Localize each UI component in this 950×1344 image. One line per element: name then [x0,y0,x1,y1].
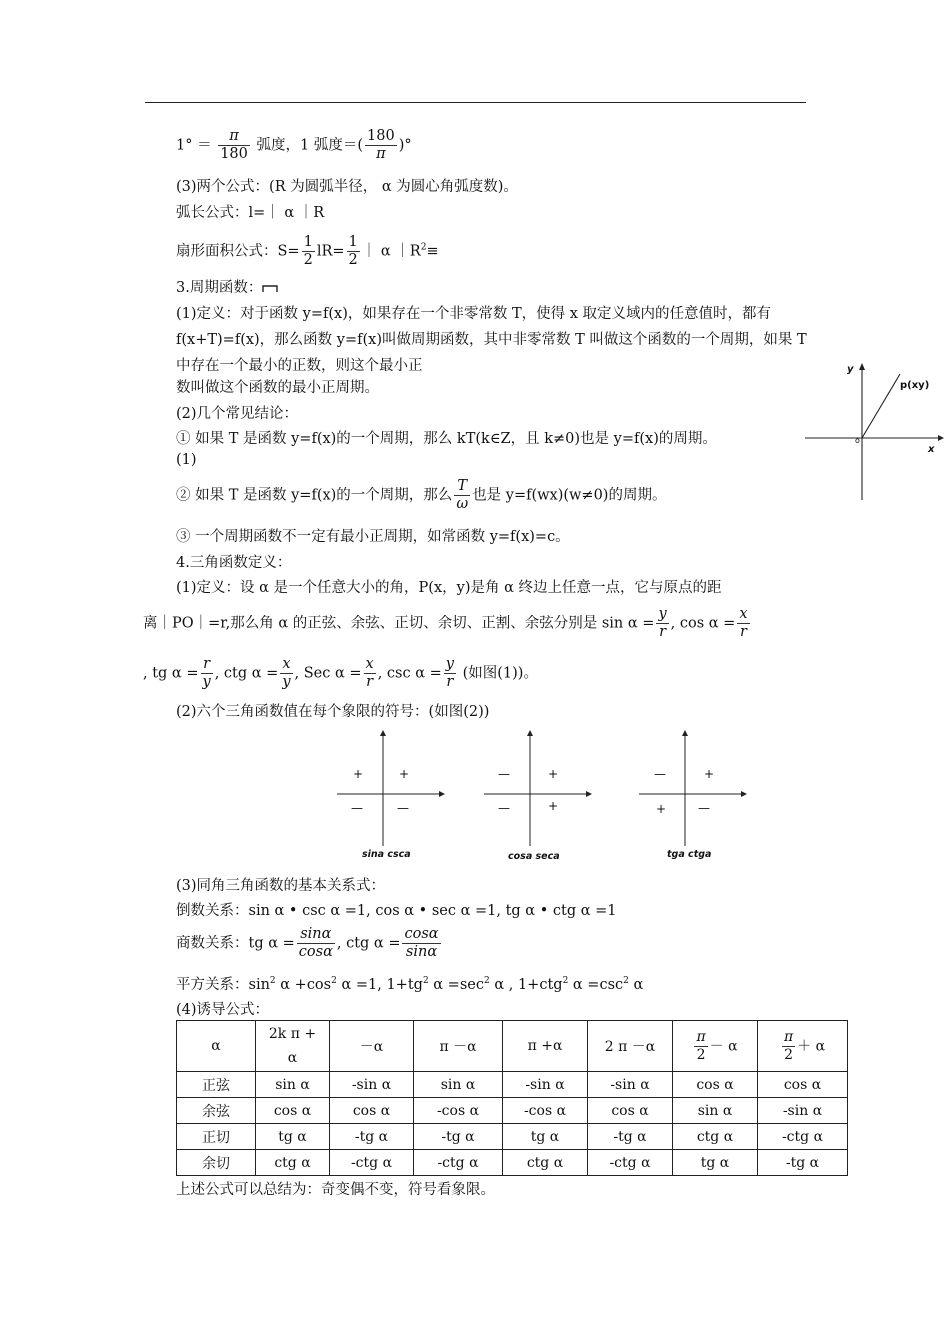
den: 2 [784,1046,793,1063]
num: x [739,606,748,622]
section3-title [176,276,278,297]
den: r [739,624,747,640]
superscript: 2 [483,976,490,987]
sin-q1-sign: + [399,767,410,781]
section4-title: 4.三角函数定义： [176,555,292,571]
tan-diagram-label: tga ctga [667,849,712,860]
table-cell: -sin α [758,1098,848,1124]
summary-text: 上述公式可以总结为：奇变偶不变，符号看象限。 [176,1182,495,1198]
arc-icon [262,283,278,293]
num: x [365,656,374,672]
y-arrow [859,363,865,370]
table-cell: -tg α [414,1124,503,1150]
quotient-relation [176,926,443,961]
superscript: 2 [331,976,337,987]
num: y [658,606,667,622]
sin-q4-sign: — [397,801,409,815]
induction-table [176,1020,848,1176]
table-cell: -cos α [414,1098,503,1124]
den: π [376,146,386,162]
fig1-y-label: y [847,364,854,375]
table-cell: tg α [256,1124,330,1150]
num: y [445,656,454,672]
table-cell: -tg α [588,1124,673,1150]
table-cell: -sin α [330,1072,414,1098]
table-cell: -sin α [588,1072,673,1098]
x-arrow [938,435,944,441]
fraction [297,926,335,961]
tan-q1-sign: + [704,767,715,781]
table-cell: 余弦 [177,1098,256,1124]
fig1-x-label: x [928,444,935,455]
den: cosα [298,944,333,960]
header-cell [758,1021,848,1072]
table-cell: -cos α [503,1098,588,1124]
cos-diagram-label: cosa seca [508,851,560,862]
fraction [302,234,315,269]
quadrant-diagram-tan [637,728,749,848]
reciprocal-relation: 倒数关系：sin α • csc α =1, cos α • sec α =1, tg α • ctg α =1 [176,903,617,919]
fraction [402,926,440,961]
superscript: 2 [420,242,427,253]
den: y [282,674,291,690]
table-cell: ctg α [673,1124,758,1150]
num: π [218,128,250,146]
table-cell: sin α [256,1072,330,1098]
conclusion-1-note: (1) [176,452,197,468]
terminal-side [862,374,900,438]
text: ② 如果 T 是函数 y=f(x)的一个周期，那么 [176,487,453,504]
text: , Sec α = [294,665,362,682]
table-cell: sin α [414,1072,503,1098]
table-cell: -ctg α [330,1150,414,1176]
cos-q1-sign: + [548,767,559,781]
fraction [782,1029,795,1064]
num: 1 [303,234,313,250]
degree-conversion [176,128,412,163]
text: 离｜PO｜=r,那么角 α 的正弦、余弦、正切、余切、正割、余弦分别是 sin α = [143,615,655,632]
text: α =sec [428,977,484,993]
text: α =1, 1+tg [336,977,423,993]
text: , ctg α = [214,665,279,682]
quadrant-diagram-cos [482,728,594,848]
table-cell: ctg α [256,1150,330,1176]
fraction [347,234,360,269]
text: ｜ α ｜R [361,243,421,260]
text: , cos α = [670,615,736,632]
section4-definition-2 [143,606,752,641]
section3-definition-cont: 数叫做这个函数的最小正周期。 [176,380,379,396]
table-cell: -ctg α [414,1150,503,1176]
den: r [366,674,374,690]
square-relation [176,973,643,994]
table-cell: -tg α [330,1124,414,1150]
table-cell: cos α [330,1098,414,1124]
table-cell: -tg α [758,1150,848,1176]
table-cell: cos α [588,1098,673,1124]
table-cell: sin α [673,1098,758,1124]
header-cell: 2k π + α [256,1021,330,1072]
den: r [446,674,454,690]
text: 弧度，1 弧度＝( [256,137,363,154]
fig1-origin-label: o [855,436,860,445]
relations-title: (3)同角三角函数的基本关系式： [176,878,386,894]
table-row [177,1098,848,1124]
text: α [628,977,644,993]
text: (1)定义：对于函数 y=f(x)，如果存在一个非零常数 T，使得 x 取定义域内的任意值时，都有 f(x+T)=f(x)，那么函数 y=f(x)叫做周期函数，其中非零常数 T 叫做这个函数的一个周期，如果 T 中存在一个最小的正数，则这个最小正 [176,306,807,374]
induction-title: (4)诱导公式： [176,1002,270,1018]
sin-q3-sign: — [351,801,363,815]
text: 扇形面积公式：S= [176,243,300,260]
section4-signs-title: (2)六个三角函数值在每个象限的符号：(如图(2)) [176,704,490,720]
den: 180 [220,146,248,162]
sin-diagram-label: sina csca [362,849,411,860]
fraction [218,128,250,163]
conclusions-title: (2)几个常见结论： [176,406,299,422]
table-header-row [177,1021,848,1072]
header-cell: π +α [503,1021,588,1072]
section3-definition [176,301,808,379]
two-formulas: (3)两个公式：(R 为圆弧半径， α 为圆心角弧度数)。 [176,179,518,195]
table-cell: cos α [673,1072,758,1098]
superscript: 2 [269,976,276,987]
table-cell: -ctg α [758,1124,848,1150]
fraction [365,128,397,163]
den: sinα [405,944,438,960]
table-cell: tg α [503,1124,588,1150]
text: , ctg α = [336,935,401,952]
num: sinα [297,926,335,944]
table-cell: 余切 [177,1150,256,1176]
superscript: 2 [562,976,569,987]
den: y [202,674,211,690]
header-cell [673,1021,758,1072]
num: cosα [404,926,439,942]
text: ≡ [426,243,439,260]
conclusion-3: ③ 一个周期函数不一定有最小正周期，如常函数 y=f(x)=c。 [176,529,570,545]
table-row [177,1150,848,1176]
header-cell: 2 π －α [588,1021,673,1072]
num: T [454,478,470,496]
tan-q4-sign: — [698,801,710,815]
header-rule [145,102,806,103]
fraction [280,656,292,691]
num: π [783,1028,794,1045]
den: r [659,624,666,640]
tan-q2-sign: — [654,767,666,781]
num: 180 [367,128,395,144]
text: α =csc [568,977,624,993]
section4-definition: (1)定义：设 α 是一个任意大小的角，P(x，y)是角 α 终边上任意一点，它与原点的距 [176,580,722,596]
text: 也是 y=f(wx)(w≠0)的周期。 [472,487,667,504]
header-cell: －α [330,1021,414,1072]
fraction [444,656,456,691]
text: ＋ α [797,1038,826,1054]
table-row [177,1124,848,1150]
text: (如图(1))。 [457,665,538,682]
text: lR= [316,243,345,260]
tan-q3-sign: + [656,802,667,816]
sector-area-formula [176,234,439,269]
text: α , 1+ctg [489,977,563,993]
table-cell: ctg α [503,1150,588,1176]
cos-q3-sign: — [498,801,510,815]
superscript: 2 [623,976,629,987]
table-cell: cos α [256,1098,330,1124]
text: )° [398,137,412,154]
header-cell: π －α [414,1021,503,1072]
fraction [201,656,213,691]
den: 2 [303,252,313,268]
text: 商数关系：tg α = [176,935,295,952]
conclusion-2 [176,478,666,513]
table-row [177,1072,848,1098]
arc-length-formula: 弧长公式：l=｜ α ｜R [176,205,325,221]
table-cell: cos α [758,1072,848,1098]
conclusion-1: ① 如果 T 是函数 y=f(x)的一个周期，那么 kT(k∈Z，且 k≠0)也是 y=f(x)的周期。 [176,431,717,447]
table-cell: 正弦 [177,1072,256,1098]
cos-q4-sign: + [548,799,559,813]
text: 3.周期函数： [176,280,263,296]
superscript: 2 [422,976,429,987]
den: ω [456,496,469,512]
text: 平方关系：sin [176,977,270,993]
table-cell: -ctg α [588,1150,673,1176]
quadrant-diagram-sin [335,728,447,848]
header-cell: α [177,1021,256,1072]
den: 2 [348,252,358,268]
table-cell: 正切 [177,1124,256,1150]
text: 1° ＝ [176,137,212,154]
table-cell: -sin α [503,1072,588,1098]
text: , csc α = [377,665,442,682]
fraction [454,478,470,513]
cos-q2-sign: — [498,767,510,781]
den: 2 [696,1046,706,1063]
table-cell: tg α [673,1150,758,1176]
num: r [201,656,213,674]
section4-definition-3 [143,656,538,691]
fraction [694,1029,707,1064]
num: 1 [348,234,358,250]
fraction [364,656,376,691]
fig1-p-label: p(xy) [900,380,930,391]
text: , tg α = [143,665,199,682]
text: － α [709,1038,738,1054]
num: x [280,656,292,674]
fraction [737,606,749,641]
text: α +cos [275,977,332,993]
sin-q2-sign: + [353,767,364,781]
fraction [656,606,668,641]
num: π [696,1028,706,1045]
